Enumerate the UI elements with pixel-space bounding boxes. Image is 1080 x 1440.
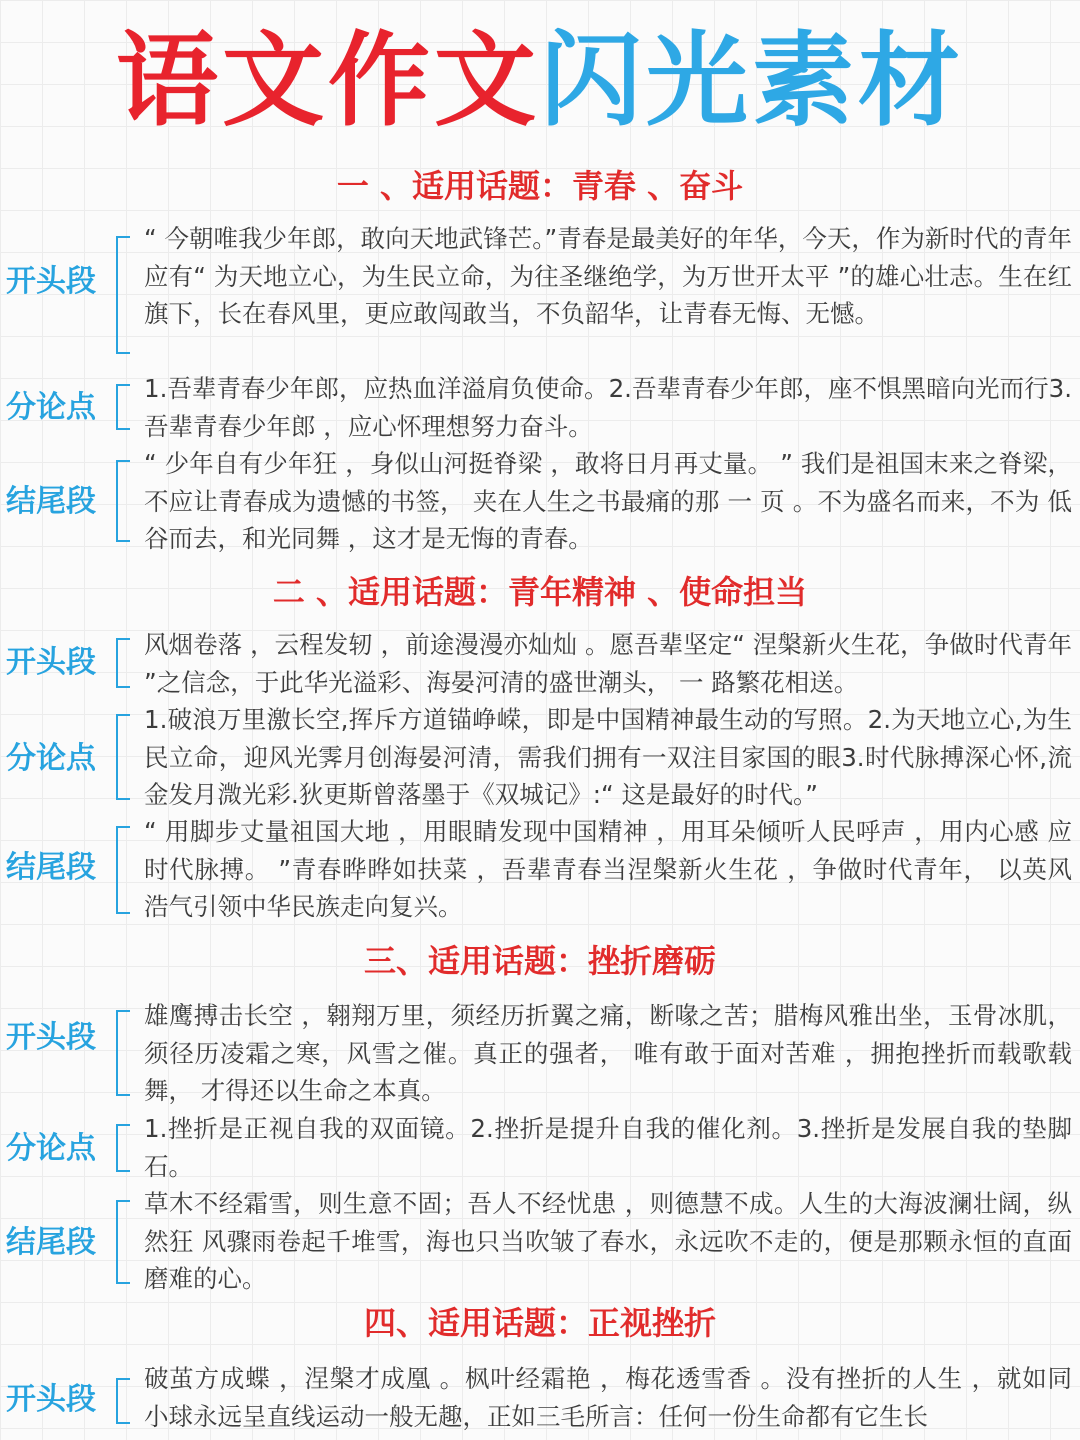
section-1-argument-text: 1.吾辈青春少年郎，应热血洋溢肩负使命。2.吾辈青春少年郎，座不惧黑暗向光而行3.吾辈青春少年郎 ，应心怀理想努力奋斗。 <box>144 374 1072 441</box>
section-2-ending-bracket <box>116 826 130 914</box>
section-3-ending-bracket <box>116 1200 130 1284</box>
section-3-argument-label: 分论点 <box>6 1131 96 1166</box>
section-3-ending-label: 结尾段 <box>6 1225 96 1260</box>
section-1-ending-text: “ 少年自有少年狂 ，身似山河挺脊梁 ，敢将日月再丈量。 ” 我们是祖国末来之脊梁，不应让青春成为遗憾的书签， 夹在人生之书最痛的那 一 页 。不为盛名而来，不为 低谷而去，和光同舞 ，这才是无悔的青春。 <box>144 449 1072 553</box>
title-part-blue: 闪光素材 <box>540 22 964 141</box>
section-2-argument-text: 1.破浪万里激长空,挥斥方道锚峥嵘，即是中国精神最生动的写照。2.为天地立心,为生民立命，迎风光霁月创海晏河清，需我们拥有一双注目家国的眼3.时代脉搏深心怀,流金发月溦光彩.狄更斯曾落墨于《双城记》:“ 这是最好的时代。” <box>144 705 1072 809</box>
section-1-opening-label: 开头段 <box>6 264 96 299</box>
section-1-argument-label: 分论点 <box>6 390 96 425</box>
section-3-ending-text: 草木不经霜雪，则生意不固；吾人不经忧患 ，则德慧不成。人生的大海波澜壮阔，纵然狂 风骤雨卷起千堆雪，海也只当吹皱了春水，永远吹不走的，便是那颗永恒的直面磨难的心。 <box>144 1189 1072 1293</box>
section-1-argument-bracket <box>116 384 130 430</box>
section-1-opening-bracket <box>116 236 130 354</box>
section-2-ending-label: 结尾段 <box>6 850 96 885</box>
title-part-red: 语文作文 <box>116 22 540 141</box>
section-2-ending-text: “ 用脚步丈量祖国大地 ，用眼睛发现中国精神 ，用耳朵倾听人民呼声 ，用内心感 应时代脉搏。 ”青春晔晔如扶菜 ，吾辈青春当涅槃新火生花 ，争做时代青年， 以英风 浩气引领中华民族走向复兴。 <box>144 817 1072 921</box>
section-2-opening-bracket <box>116 638 130 688</box>
section-3-argument-bracket <box>116 1124 130 1172</box>
section-2-opening-text: 风烟卷落 ，云程发轫 ，前途漫漫亦灿灿 。愿吾辈坚定“ 涅槃新火生花，争做时代青年 ”之信念，于此华光溢彩、海晏河清的盛世潮头， 一 路繁花相送。 <box>144 630 1072 697</box>
section-2-opening-label: 开头段 <box>6 645 96 680</box>
section-2-argument-label: 分论点 <box>6 741 96 776</box>
section-2-heading: 二 、适用话题：青年精神 、使命担当 <box>272 573 808 611</box>
section-1-ending-bracket <box>116 460 130 542</box>
section-3-opening-bracket <box>116 1010 130 1096</box>
section-1-ending-label: 结尾段 <box>6 484 96 519</box>
section-4-heading: 四、适用话题：正视挫折 <box>363 1304 716 1342</box>
section-1-opening-text: “ 今朝唯我少年郎，敢向天地武锋芒。”青春是最美好的年华，今天，作为新时代的青年应有“ 为天地立心，为生民立命，为往圣继绝学，为万世开太平 ”的雄心壮志。生在红旗下，长在春风里，更应敢闯敢当，不负韶华，让青春无悔、无憾。 <box>144 224 1072 328</box>
section-2-argument-bracket <box>116 714 130 800</box>
section-3-opening-label: 开头段 <box>6 1020 96 1055</box>
section-3-opening-text: 雄鹰搏击长空 ，翱翔万里，须经历折翼之痛，断喙之苦；腊梅风雅出坐，玉骨冰肌，须径历凌霜之寒，风雪之催。真正的强者， 唯有敢于面对苦难 ，拥抱挫折而载歌载舞， 才得还以生命之本真。 <box>144 1001 1072 1105</box>
section-3-argument-text: 1.挫折是正视自我的双面镜。2.挫折是提升自我的催化剂。3.挫折是发展自我的垫脚石。 <box>144 1114 1072 1181</box>
page-title <box>0 22 1080 142</box>
section-3-heading: 三、适用话题：挫折磨砺 <box>363 942 716 980</box>
section-4-opening-label: 开头段 <box>6 1382 96 1417</box>
section-1-heading: 一 、适用话题：青春 、奋斗 <box>336 167 744 205</box>
section-4-opening-bracket <box>116 1378 130 1424</box>
section-4-opening-text: 破茧方成蝶 ，涅槃才成凰 。枫叶经霜艳 ，梅花透雪香 。没有挫折的人生 ，就如同 小球永远呈直线运动一般无趣，正如三毛所言：任何一份生命都有它生长 <box>144 1364 1072 1431</box>
